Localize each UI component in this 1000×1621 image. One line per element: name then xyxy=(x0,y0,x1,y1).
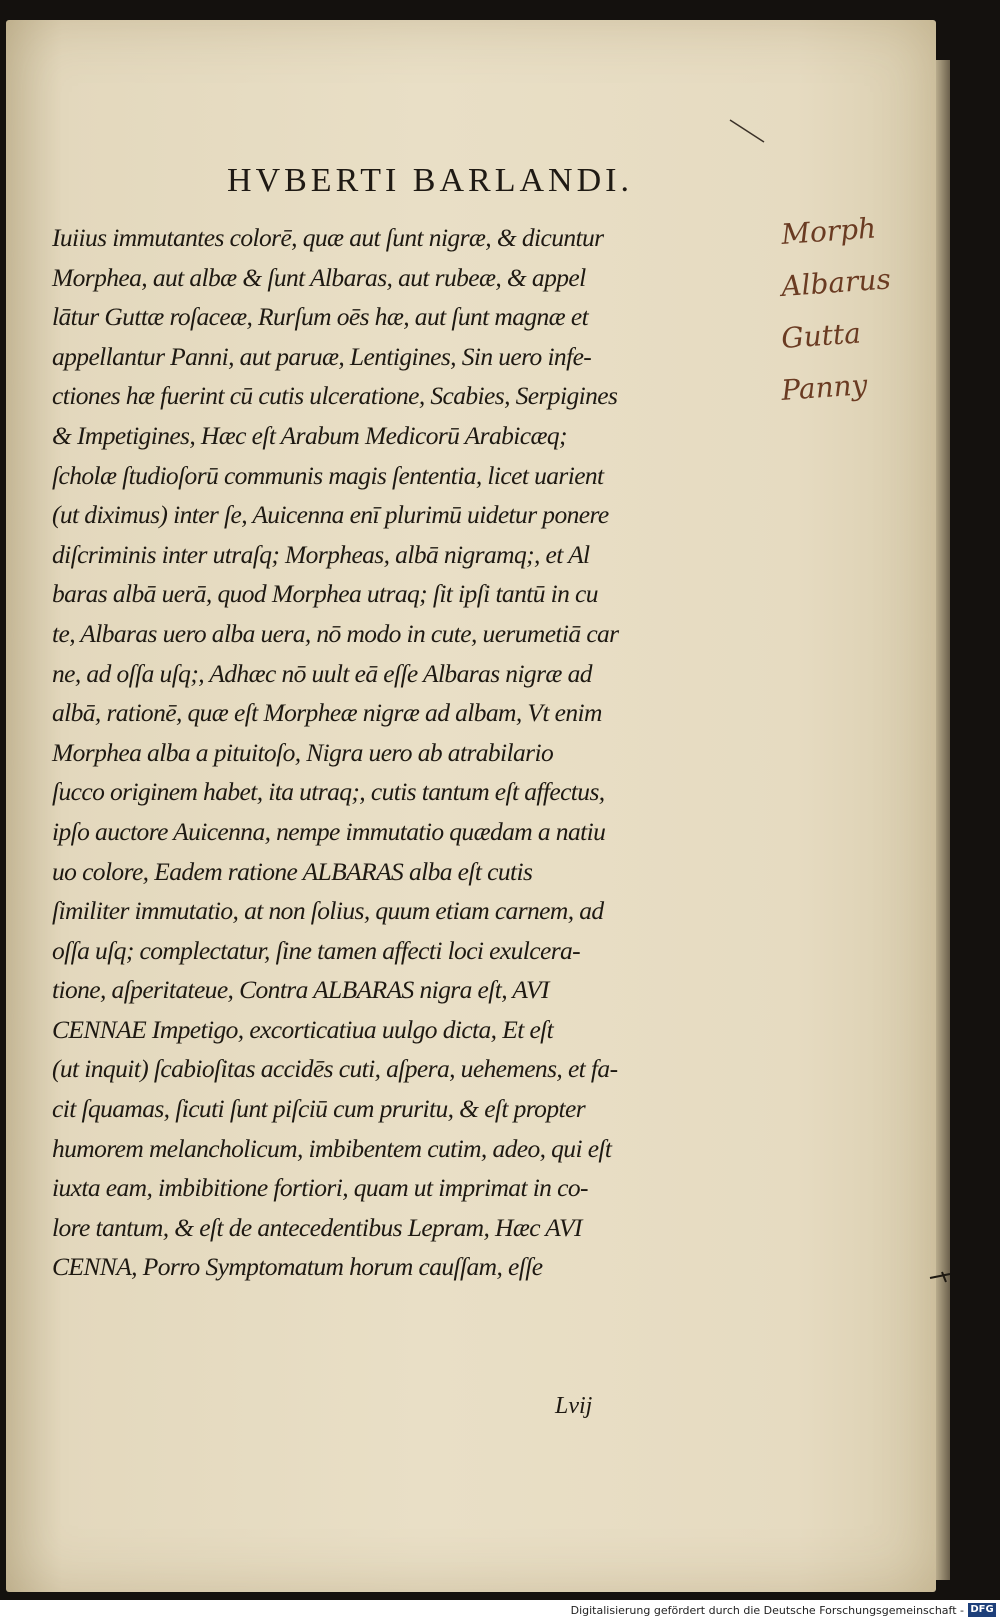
marginal-note: Morph xyxy=(780,211,878,251)
body-text xyxy=(52,218,772,1287)
text-line: albā, rationē, quæ eſt Morpheæ nigræ ad albam, Vt enim xyxy=(52,698,602,728)
text-line: oſſa uſq; complectatur, ſine tamen affecti loci exulcera- xyxy=(52,935,581,965)
text-line: ne, ad oſſa uſq;, Adhæc nō uult eā eſſe Albaras nigræ ad xyxy=(52,658,592,688)
text-line: ctiones hæ fuerint cū cutis ulceratione, Scabies, Serpigines xyxy=(52,381,618,411)
page-stroke-mark xyxy=(728,118,768,148)
text-line: Morphea alba a pituitoſo, Nigra uero ab atrabilario xyxy=(52,737,554,767)
text-line: humorem melancholicum, imbibentem cutim, adeo, qui eſt xyxy=(52,1133,612,1163)
signature-mark: Lvij xyxy=(555,1393,593,1419)
text-line: ſucco originem habet, ita utraq;, cutis tantum eſt affectus, xyxy=(52,777,605,807)
text-line: uo colore, Eadem ratione ALBARAS alba eſt cutis xyxy=(52,856,533,886)
text-line: ſimiliter immutatio, at non ſolius, quum etiam carnem, ad xyxy=(52,896,604,926)
text-line: lore tantum, & eſt de antecedentibus Lepram, Hæc AVI xyxy=(52,1212,582,1242)
text-line: (ut inquit) ſcabioſitas accidēs cuti, aſpera, uehemens, et fa- xyxy=(52,1054,618,1084)
text-line: appellantur Panni, aut paruæ, Lentigines, Sin uero infe- xyxy=(52,341,592,371)
text-line: te, Albaras uero alba uera, nō modo in cute, uerumetiā car xyxy=(52,618,619,648)
text-line: diſcriminis inter utraſq; Morpheas, albā nigramq;, et Al xyxy=(52,539,590,569)
text-line: cit ſquamas, ſicuti ſunt piſciū cum pruritu, & eſt propter xyxy=(52,1094,586,1124)
text-line: CENNA, Porro Symptomatum horum cauſſam, eſſe xyxy=(52,1252,543,1282)
text-line: (ut diximus) inter ſe, Auicenna enī plurimū uidetur ponere xyxy=(52,500,609,530)
text-line: Morphea, aut albæ & ſunt Albaras, aut rubeæ, & appel xyxy=(52,262,586,292)
margin-bracket-mark xyxy=(928,1268,954,1288)
marginal-note: Gutta xyxy=(780,316,862,355)
marginal-note: Albarus xyxy=(780,262,892,303)
dfg-logo: DFG xyxy=(968,1603,996,1617)
footer-bar xyxy=(0,1600,1000,1621)
text-line: lātur Guttæ roſaceæ, Rurſum oēs hæ, aut ſunt magnæ et xyxy=(52,302,589,332)
running-header: HVBERTI BARLANDI. xyxy=(227,162,633,199)
text-line: ſcholæ ſtudioſorū communis magis ſententia, licet uarient xyxy=(52,460,604,490)
page-edge xyxy=(936,60,950,1580)
marginal-note: Panny xyxy=(780,368,869,407)
text-line: baras albā uerā, quod Morphea utraq; ſit ipſi tantū in cu xyxy=(52,579,598,609)
text-line: iuxta eam, imbibitione fortiori, quam ut imprimat in co- xyxy=(52,1173,588,1203)
text-line: tione, aſperitateue, Contra ALBARAS nigra eſt, AVI xyxy=(52,975,549,1005)
handwritten-marginalia xyxy=(780,211,927,426)
text-line: & Impetigines, Hæc eſt Arabum Medicorū Arabicæq; xyxy=(52,420,567,450)
text-line: ipſo auctore Auicenna, nempe immutatio quædam a natiu xyxy=(52,816,606,846)
text-line: CENNAE Impetigo, excorticatiua uulgo dicta, Et eſt xyxy=(52,1014,554,1044)
funding-credit: Digitalisierung gefördert durch die Deutsche Forschungsgemeinschaft - xyxy=(570,1604,964,1617)
text-line: Iuiius immutantes colorē, quæ aut ſunt nigræ, & dicuntur xyxy=(52,223,604,252)
